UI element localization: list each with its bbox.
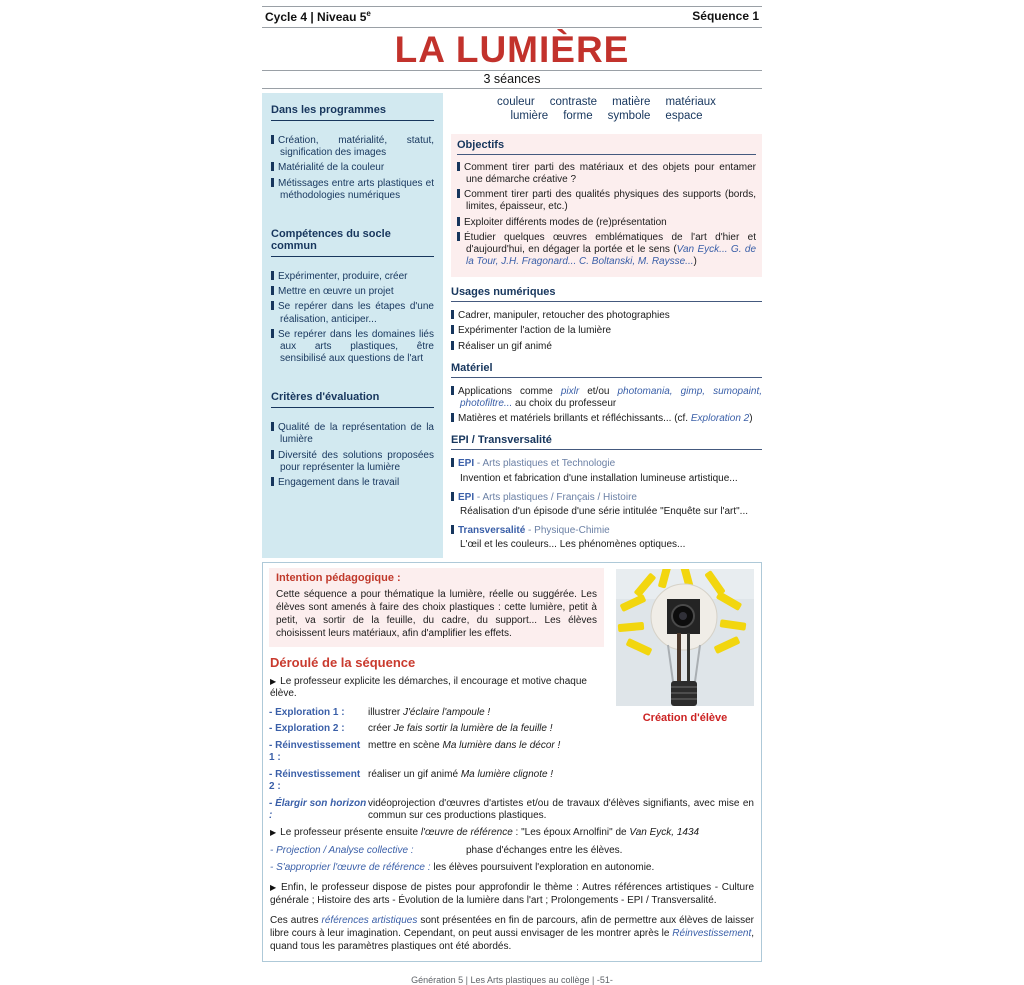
list-item [451, 324, 762, 337]
student-work-figure [616, 569, 754, 724]
section-materiel [451, 362, 762, 426]
epi-tag: EPI [458, 458, 475, 470]
main-column [451, 93, 762, 558]
list-item-text: Se repérer dans les étapes d'une réalisation, anticiper... [278, 301, 434, 325]
document-page [262, 0, 762, 985]
section-title: Usages numériques [451, 286, 762, 302]
substep-text: les élèves poursuivent l'exploration en autonomie. [430, 861, 655, 873]
list-item [451, 340, 762, 353]
bullet-icon [451, 413, 454, 422]
bullet-icon [271, 477, 274, 486]
bullet-icon [271, 178, 274, 187]
step-text: créer Je fais sortir la lumière de la feuille ! [368, 723, 553, 734]
list-item [271, 449, 434, 474]
bullet-icon [451, 341, 454, 350]
list-item-text: Étudier quelques œuvres emblématiques de l'art d'hier et d'aujourd'hui, en dégager la portée et le sens ( [464, 231, 756, 255]
header-left-sup: e [366, 9, 371, 18]
list-item-text: au choix du professeur [512, 398, 617, 409]
sequence-step [269, 740, 754, 765]
sequence-step [269, 707, 606, 720]
step-consigne: Ma lumière clignote ! [460, 768, 554, 780]
list-item-text: Exploiter différents modes de (re)présentation [464, 216, 667, 228]
sidebar-section-title: Dans les programmes [271, 104, 434, 121]
substep-text: phase d'échanges entre les élèves. [466, 845, 623, 856]
bullet-icon [451, 386, 454, 395]
list-item [271, 476, 434, 489]
bullet-icon [451, 525, 454, 534]
final-paragraph [270, 881, 754, 907]
epi-item-heading [451, 491, 762, 504]
header-left: Cycle 4 | Niveau 5e [265, 9, 371, 24]
list-item-text: Création, matérialité, statut, signification des images [278, 135, 434, 159]
substep-label: - Projection / Analyse collective : [270, 845, 414, 856]
step-label: - Élargir son horizon : [269, 797, 367, 821]
epi-tag: Transversalité [458, 525, 526, 537]
keyword: forme [563, 110, 593, 123]
reference-artist: Van Eyck, 1434 [629, 826, 700, 838]
section-title: Objectifs [457, 139, 756, 155]
list-item-text: Cadrer, manipuler, retoucher des photographies [458, 310, 670, 322]
header-right: Séquence 1 [692, 9, 759, 23]
keyword: symbole [607, 110, 651, 123]
section-usages [451, 286, 762, 353]
section-objectifs [451, 134, 762, 278]
list-item-text: Comment tirer parti des qualités physiques des supports (bords, limites, épaisseur, etc.) [464, 189, 756, 213]
sidebar-section-criteres [271, 391, 434, 489]
list-item-text: Comment tirer parti des matériaux et des objets pour entamer une démarche créative ? [464, 161, 756, 185]
arrow-icon: ▶ [270, 676, 277, 686]
epi-description: Invention et fabrication d'une installation lumineuse artistique... [460, 472, 738, 484]
epi-item [451, 524, 762, 551]
page-header [262, 6, 762, 28]
list-item [457, 188, 756, 213]
epi-tag: EPI [458, 491, 475, 503]
bullet-icon [271, 301, 274, 310]
bullet-icon [271, 286, 274, 295]
list-item-text: Réaliser un gif animé [458, 340, 552, 352]
list-item-text: Diversité des solutions proposées pour représenter la lumière [278, 449, 434, 473]
sequence-overview-box [262, 562, 762, 963]
step-text: vidéoprojection d'œuvres d'artistes et/ou de travaux d'élèves signifiants, avec mise en commun sur ces productions plastiques. [368, 797, 754, 821]
list-item-text: Matérialité de la couleur [278, 162, 385, 174]
sequence-step [269, 798, 754, 823]
list-item [271, 328, 434, 366]
student-artwork-photo [616, 569, 754, 706]
list-item-text: ) [749, 413, 753, 425]
bullet-icon [271, 450, 274, 459]
final-paragraph-text: Enfin, le professeur dispose de pistes pour approfondir le thème : Autres références artistiques - Culture générale ; Histoire des arts - Évolution de la lumière dans l'art ; Prolongements - EPI / Transversalité. [270, 882, 755, 906]
list-item [457, 231, 756, 269]
list-item-text: Expérimenter l'action de la lumière [458, 325, 612, 337]
sidebar-section-competences [271, 228, 434, 365]
columns [262, 93, 762, 558]
epi-item-heading [451, 524, 762, 537]
reinvestissement-term: Réinvestissement [672, 928, 752, 939]
bullet-icon [457, 232, 460, 241]
bullet-icon [451, 492, 454, 501]
list-item [271, 285, 434, 298]
bullet-icon [271, 422, 274, 431]
list-item-text: ) [693, 256, 697, 268]
list-item [451, 385, 762, 410]
list-item-text: Matières et matériels brillants et réfléchissants... (cf. [458, 413, 691, 425]
step-text: mettre en scène Ma lumière dans le décor ! [368, 739, 561, 751]
deroule-intro-text: Le professeur explicite les démarches, il encourage et motive chaque élève. [270, 675, 587, 699]
list-item [457, 216, 756, 229]
list-item [451, 309, 762, 322]
figure-caption: Création d'élève [642, 711, 728, 724]
list-item-text: Expérimenter, produire, créer [278, 270, 408, 282]
bullet-icon [451, 458, 454, 467]
bullet-icon [457, 217, 460, 226]
bullet-icon [451, 325, 454, 334]
bullet-icon [271, 162, 274, 171]
intention-block [269, 568, 604, 647]
closing-paragraph: Ces autres références artistiques sont présentées en fin de parcours, afin de permettre aux élèves de laisser libre cours à leur imagination. Cependant, on peut aussi envisager de les montrer après le Réinvestissement, quand tous les paramètres plastiques ont été abordés. [270, 915, 754, 952]
epi-subjects: - Physique-Chimie [525, 525, 610, 537]
bullet-icon [271, 135, 274, 144]
sequence-substep [270, 862, 754, 875]
bullet-icon [271, 271, 274, 280]
list-item-text: Applications comme [458, 385, 561, 397]
references-term: références artistiques [321, 915, 418, 926]
sidebar-section-title: Compétences du socle commun [271, 228, 434, 257]
keywords-row-2 [451, 109, 762, 123]
list-item [271, 161, 434, 174]
list-item [271, 270, 434, 283]
subtitle: 3 séances [262, 70, 762, 89]
list-item [451, 412, 762, 425]
keyword: espace [665, 110, 703, 123]
bullet-icon [457, 162, 460, 171]
section-title: Matériel [451, 362, 762, 378]
deroule-title: Déroulé de la séquence [270, 654, 416, 670]
list-item [271, 177, 434, 202]
page-footer: Génération 5 | Les Arts plastiques au collège | -51- [411, 975, 613, 985]
bullet-icon [451, 310, 454, 319]
step-consigne: Je fais sortir la lumière de la feuille ! [393, 723, 553, 734]
list-item [457, 161, 756, 186]
list-item [271, 300, 434, 325]
intention-body: Cette séquence a pour thématique la lumière, réelle ou suggérée. Les élèves sont amenés à faire des choix plastiques : cette lumière, petit à petit, va sortir de la feuille, du cadre, du support... Les élèves choisissent leurs matériaux, afin d'amplifier les effets. [276, 588, 597, 639]
epi-subjects: - Arts plastiques et Technologie [474, 458, 616, 470]
sequence-step [269, 723, 606, 736]
step-label: - Exploration 2 : [269, 723, 345, 734]
epi-subjects: - Arts plastiques / Français / Histoire [474, 491, 637, 503]
list-item-text: et/ou [579, 385, 618, 397]
artist-references: Van Eyck... G. de la Tour, J.H. Fragonard... C. Boltanski, M. Raysse... [466, 243, 757, 268]
epi-description: L'œil et les couleurs... Les phénomènes optiques... [460, 539, 686, 551]
list-item-text: Qualité de la représentation de la lumière [278, 422, 434, 446]
app-name: pixlr [560, 385, 580, 397]
step-consigne: J'éclaire l'ampoule ! [403, 706, 491, 718]
epi-item [451, 457, 762, 484]
epi-item [451, 491, 762, 518]
keyword: matériaux [665, 96, 716, 108]
list-item-text: Mettre en œuvre un projet [278, 286, 394, 298]
reference-term: l'œuvre de référence [420, 826, 513, 838]
cross-reference: Exploration 2 [690, 413, 750, 425]
epi-description: Réalisation d'un épisode d'une série intitulée "Enquête sur l'art"... [460, 505, 749, 517]
list-item-text: Engagement dans le travail [278, 477, 400, 488]
step-text: réaliser un gif animé Ma lumière clignote ! [368, 768, 554, 780]
sidebar-section-title: Critères d'évaluation [271, 391, 434, 408]
keyword: contraste [549, 96, 598, 108]
step-label: - Exploration 1 : [269, 706, 345, 718]
bullet-icon [271, 329, 274, 338]
epi-item-heading [451, 457, 762, 470]
section-epi [451, 434, 762, 551]
step-consigne: Ma lumière dans le décor ! [442, 739, 561, 751]
sidebar [262, 93, 443, 558]
arrow-icon: ▶ [270, 827, 277, 837]
sequence-step [269, 769, 754, 794]
keywords-row-1 [451, 95, 762, 109]
app-names: photomania, gimp, sumopaint, photofiltre... [460, 385, 763, 409]
bullet-icon [457, 189, 460, 198]
keyword: couleur [497, 96, 535, 108]
section-title: EPI / Transversalité [451, 434, 762, 450]
intention-title: Intention pédagogique : [276, 571, 401, 584]
keyword: lumière [510, 110, 549, 123]
keywords [451, 95, 762, 124]
page-title: LA LUMIÈRE [394, 29, 630, 70]
list-item [271, 421, 434, 446]
step-label: - Réinvestissement 1 : [269, 739, 361, 763]
step-text: illustrer J'éclaire l'ampoule ! [368, 706, 491, 718]
keyword: matière [612, 96, 651, 108]
sidebar-section-programmes [271, 104, 434, 202]
list-item-text: Métissages entre arts plastiques et méthodologies numériques [278, 177, 434, 201]
list-item [271, 134, 434, 159]
list-item-text: Se repérer dans les domaines liés aux arts plastiques, être sensibilisé aux questions de l'art [278, 328, 434, 365]
reference-presentation: ▶ Le professeur présente ensuite l'œuvre de référence : "Les époux Arnolfini" de Van Eyck, 1434 [270, 826, 700, 838]
arrow-icon: ▶ [270, 883, 278, 892]
substep-label: - S'approprier l'œuvre de référence : [270, 861, 431, 873]
sequence-substep [270, 845, 754, 858]
step-label: - Réinvestissement 2 : [269, 768, 361, 792]
